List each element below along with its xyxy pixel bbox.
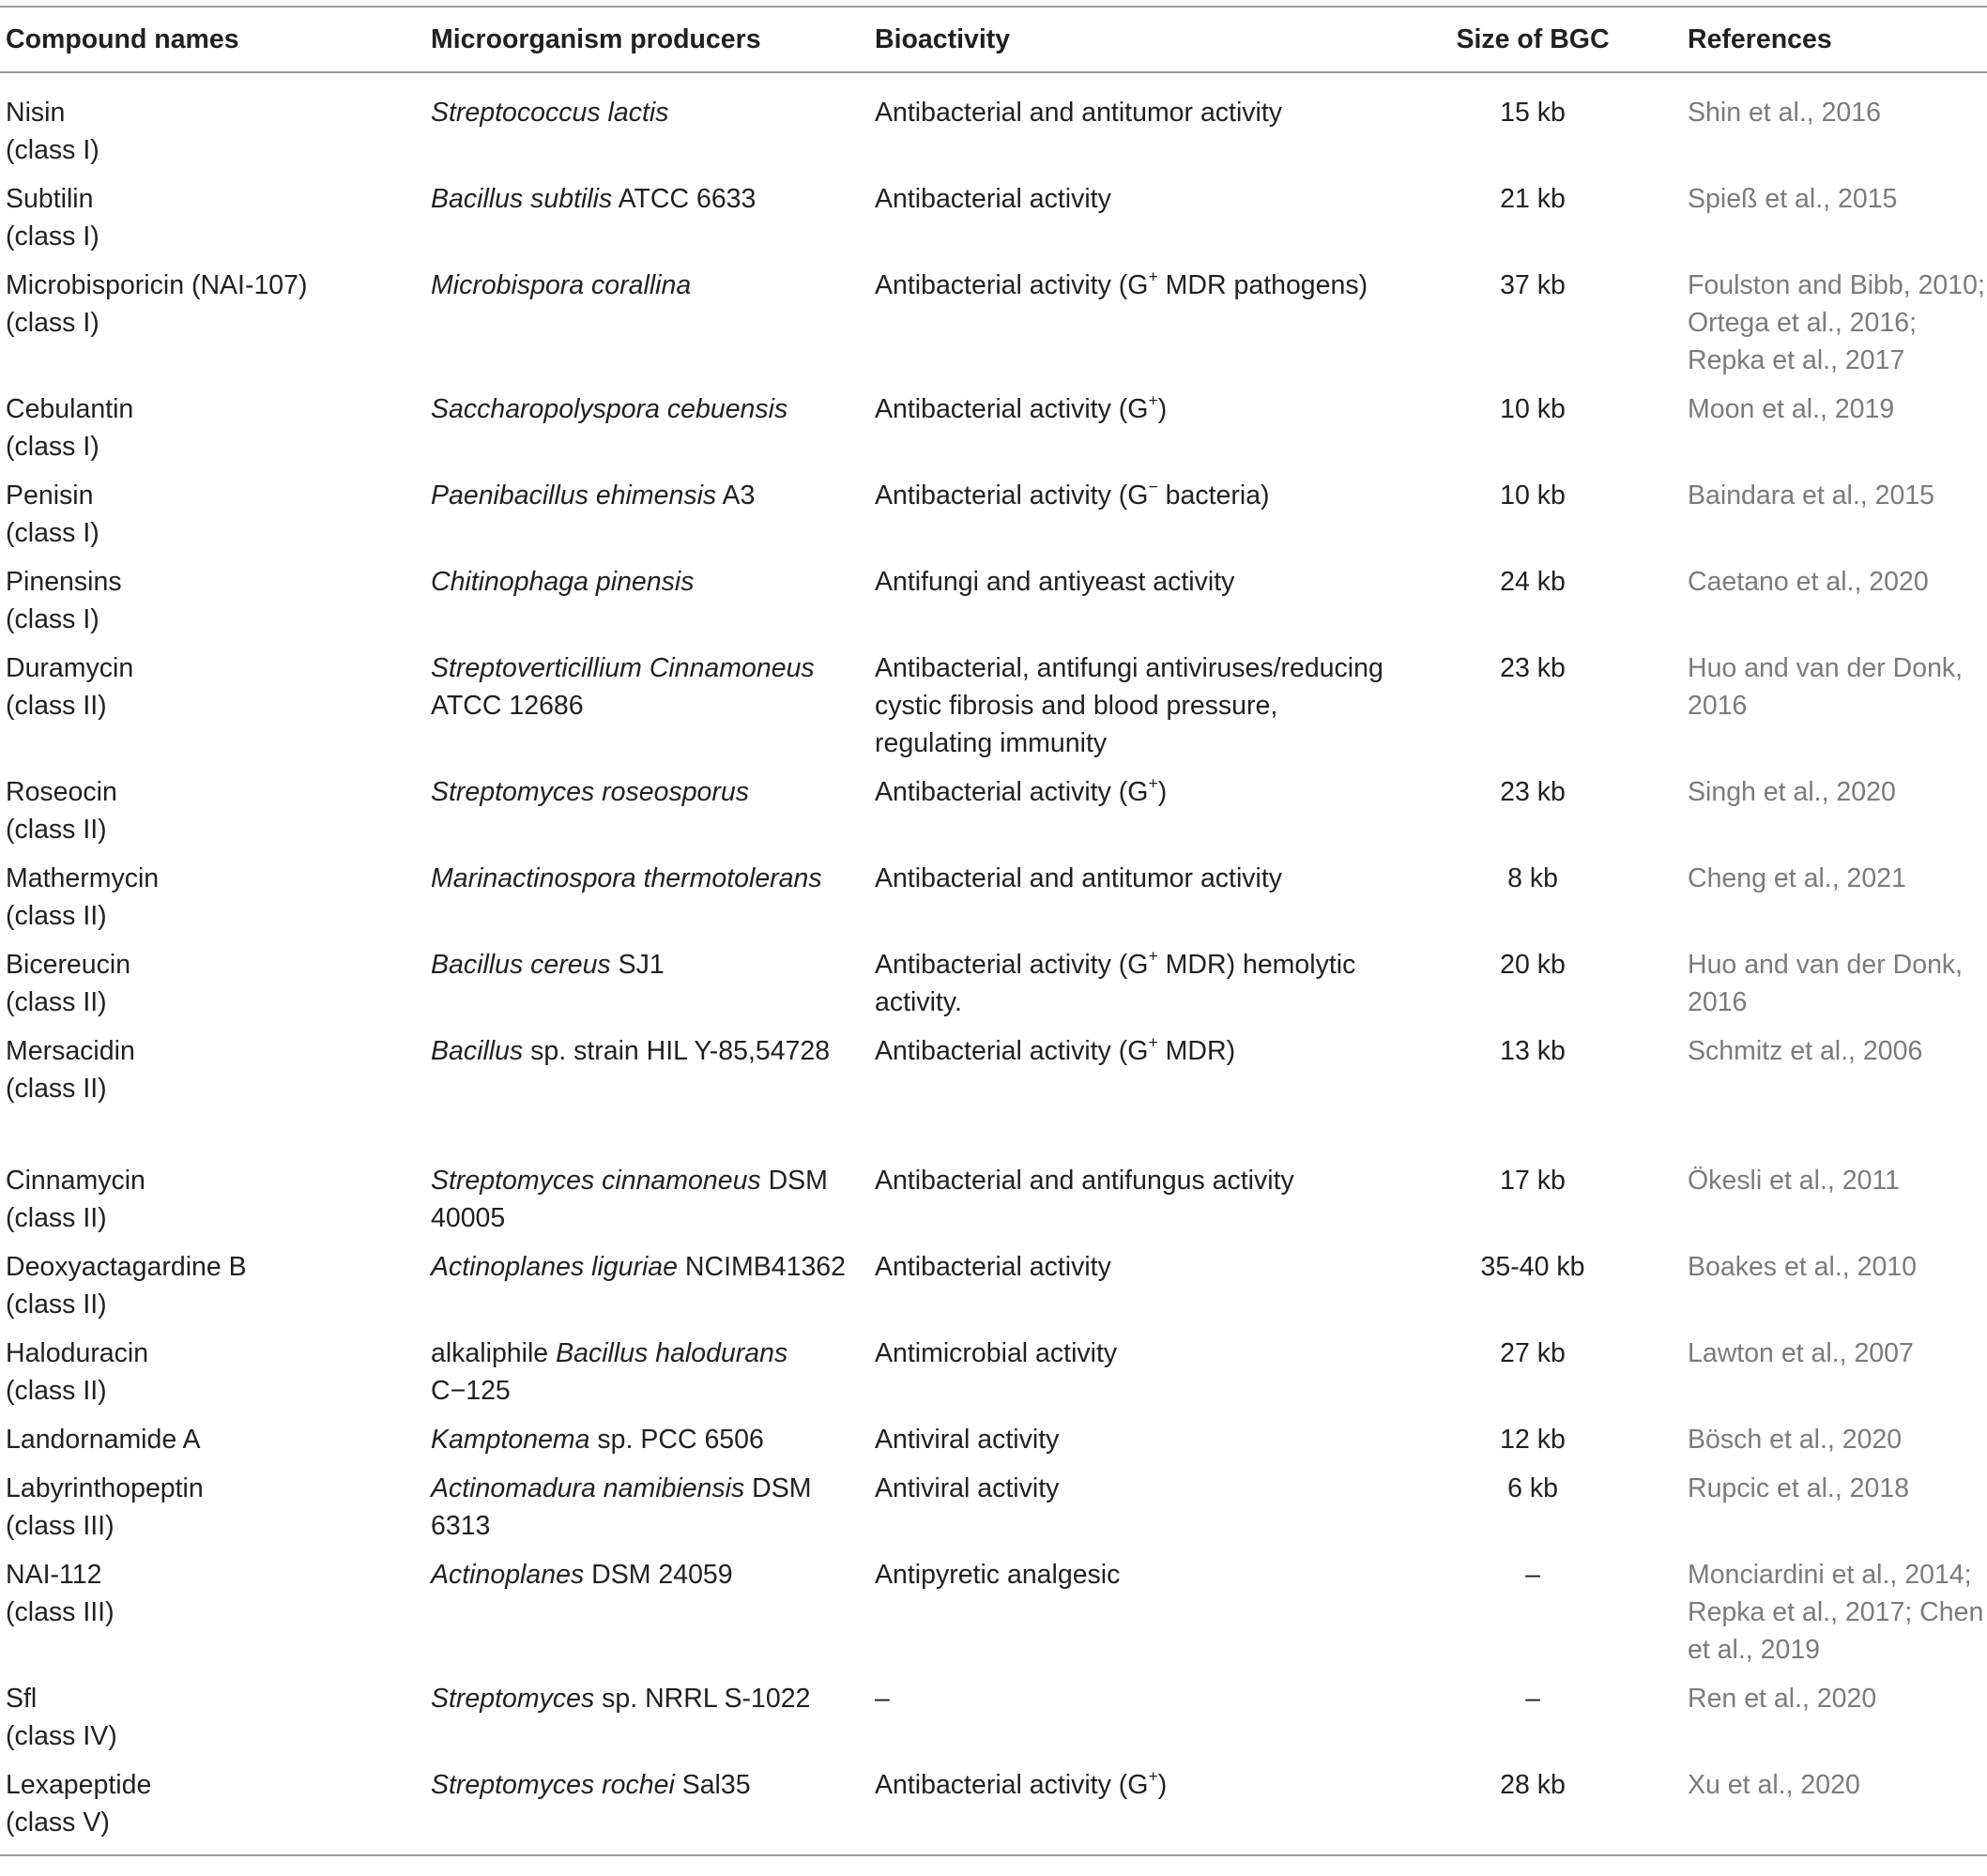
compound-name: Subtilin	[6, 184, 94, 214]
reference-cell: Caetano et al., 2020	[1688, 567, 1929, 597]
compound-name: Mersacidin	[6, 1036, 135, 1066]
producer-cell	[425, 940, 869, 1027]
compound-class: (class I)	[6, 432, 99, 462]
bioactivity-cell	[869, 1550, 1383, 1674]
bioactivity-cell	[869, 261, 1383, 385]
bioactivity-cell	[869, 854, 1383, 940]
producer-species: Microbispora corallina	[431, 270, 692, 300]
table-row	[0, 1027, 1987, 1156]
producer-cell	[425, 557, 869, 644]
producer-species: Kamptonema	[431, 1425, 590, 1455]
bioactivity-cell	[869, 557, 1383, 644]
header-size: Size of BGC	[1383, 7, 1682, 72]
bioactivity-text-rest: MDR pathogens)	[1157, 270, 1368, 300]
producer-strain: DSM 24059	[584, 1560, 733, 1590]
producer-cell	[425, 471, 869, 557]
table-row	[0, 1415, 1987, 1464]
compound-name: Lexapeptide	[6, 1770, 152, 1800]
compound-cell	[0, 72, 425, 175]
bioactivity-text-rest: MDR)	[1157, 1036, 1236, 1066]
bioactivity-cell	[869, 385, 1383, 471]
bgc-size-cell: 17 kb	[1500, 1166, 1566, 1196]
producer-species: Marinactinospora thermotolerans	[431, 863, 822, 893]
producer-strain: NCIMB41362	[678, 1252, 847, 1282]
bioactivity-text: Antibacterial activity (G	[875, 480, 1149, 511]
bgc-size-cell: 10 kb	[1500, 480, 1566, 511]
bioactivity-text: Antiviral activity	[875, 1425, 1060, 1455]
compound-class: (class II)	[6, 815, 107, 845]
bioactivity-text-rest: )	[1157, 777, 1168, 807]
bgc-size-cell: 35-40 kb	[1480, 1252, 1585, 1282]
producer-species: Bacillus subtilis	[431, 184, 613, 214]
bgc-size-cell: 24 kb	[1500, 567, 1566, 597]
compound-cell	[0, 1550, 425, 1674]
bioactivity-text-rest: )	[1157, 1770, 1168, 1800]
bioactivity-text: Antifungi and antiyeast activity	[875, 567, 1235, 597]
gram-sign: +	[1148, 1766, 1158, 1786]
compound-name: Duramycin	[6, 653, 134, 683]
gram-sign: −	[1148, 477, 1158, 496]
reference-cell: Lawton et al., 2007	[1688, 1338, 1914, 1368]
compound-cell	[0, 385, 425, 471]
compound-name: Roseocin	[6, 777, 117, 807]
bioactivity-text-rest: MDR) hemolytic activity.	[875, 950, 1356, 1017]
reference-cell: Monciardini et al., 2014; Repka et al., 2017; Chen et al., 2019	[1688, 1560, 1984, 1665]
reference-cell: Singh et al., 2020	[1688, 777, 1896, 807]
gram-sign: +	[1148, 1032, 1158, 1052]
compound-cell	[0, 854, 425, 940]
compound-name: Landornamide A	[6, 1425, 201, 1455]
compound-class: (class II)	[6, 987, 107, 1017]
table-row	[0, 557, 1987, 644]
producer-cell	[425, 1550, 869, 1674]
reference-cell: Spieß et al., 2015	[1688, 184, 1898, 214]
compound-name: Pinensins	[6, 567, 122, 597]
compound-class: (class II)	[6, 691, 107, 721]
bioactivity-text: Antibacterial, antifungi antiviruses/reducing cystic fibrosis and blood pressure, regulating immunity	[875, 653, 1383, 758]
compound-cell	[0, 1464, 425, 1550]
producer-species: Streptomyces	[431, 1684, 595, 1714]
compound-cell	[0, 1243, 425, 1329]
bgc-size-cell: –	[1525, 1560, 1540, 1590]
gram-sign: +	[1148, 390, 1158, 410]
bioactivity-text: –	[875, 1684, 890, 1714]
bioactivity-text-rest: bacteria)	[1157, 480, 1270, 511]
compound-name: Microbisporicin (NAI-107)	[6, 270, 308, 300]
producer-cell	[425, 854, 869, 940]
bgc-size-cell: 21 kb	[1500, 184, 1566, 214]
bgc-size-cell: 23 kb	[1500, 777, 1566, 807]
compound-class: (class I)	[6, 518, 99, 548]
compound-name: Labyrinthopeptin	[6, 1473, 204, 1503]
table-row	[0, 385, 1987, 471]
reference-cell: Baindara et al., 2015	[1688, 480, 1935, 511]
header-row	[0, 7, 1987, 72]
producer-cell	[425, 768, 869, 854]
producer-cell	[425, 175, 869, 261]
compound-cell	[0, 1027, 425, 1156]
table-row	[0, 768, 1987, 854]
compound-cell	[0, 175, 425, 261]
bioactivity-cell	[869, 1329, 1383, 1415]
producer-strain: sp. strain HIL Y-85,54728	[523, 1036, 831, 1066]
producer-species: Chitinophaga pinensis	[431, 567, 695, 597]
bgc-size-cell: 20 kb	[1500, 950, 1566, 980]
compound-cell	[0, 1415, 425, 1464]
bioactivity-text: Antimicrobial activity	[875, 1338, 1118, 1368]
bgc-size-cell: 6 kb	[1507, 1473, 1558, 1503]
bioactivity-cell	[869, 644, 1383, 768]
bioactivity-cell	[869, 175, 1383, 261]
table-body	[0, 72, 1987, 1855]
bioactivity-cell	[869, 768, 1383, 854]
producer-species: Streptococcus lactis	[431, 98, 669, 128]
compound-cell	[0, 1329, 425, 1415]
producer-cell	[425, 1243, 869, 1329]
bioactivity-text: Antibacterial activity (G	[875, 394, 1149, 424]
reference-cell: Xu et al., 2020	[1682, 1761, 1987, 1855]
compound-class: (class I)	[6, 308, 99, 338]
producer-species: Streptomyces roseosporus	[431, 777, 749, 807]
bioactivity-cell	[869, 1243, 1383, 1329]
bioactivity-cell	[869, 940, 1383, 1027]
bioactivity-cell	[869, 471, 1383, 557]
producer-species: Bacillus	[431, 1036, 524, 1066]
bioactivity-text: Antibacterial activity (G	[875, 270, 1149, 300]
compound-cell	[0, 768, 425, 854]
table-row	[0, 940, 1987, 1027]
reference-cell: Ren et al., 2020	[1688, 1684, 1877, 1714]
reference-cell: Bösch et al., 2020	[1688, 1425, 1903, 1455]
compound-class: (class II)	[6, 901, 107, 931]
table-row	[0, 854, 1987, 940]
producer-cell	[425, 385, 869, 471]
bgc-size-cell: 37 kb	[1500, 270, 1566, 300]
reference-cell: Huo and van der Donk, 2016	[1688, 950, 1964, 1017]
producer-species: Streptoverticillium Cinnamoneus	[431, 653, 815, 683]
bioactivity-cell	[869, 72, 1383, 175]
producer-cell	[425, 1027, 869, 1156]
compound-cell	[0, 261, 425, 385]
producer-cell	[425, 644, 869, 768]
bioactivity-text: Antibacterial activity (G	[875, 1036, 1149, 1066]
bioactivity-text: Antibacterial activity (G	[875, 950, 1149, 980]
bioactivity-text: Antibacterial and antitumor activity	[875, 863, 1283, 893]
bioactivity-cell	[869, 1415, 1383, 1464]
producer-strain: sp. PCC 6506	[589, 1425, 764, 1455]
producer-species: Actinoplanes liguriae	[431, 1252, 678, 1282]
bioactivity-text-rest: )	[1157, 394, 1168, 424]
producer-strain: ATCC 12686	[431, 691, 584, 721]
compound-cell	[0, 1156, 425, 1243]
compound-name: NAI-112	[6, 1560, 102, 1590]
producer-species: Actinoplanes	[431, 1560, 585, 1590]
table-row	[0, 644, 1987, 768]
table-row	[0, 72, 1987, 175]
producer-cell	[425, 1415, 869, 1464]
compound-name: Cebulantin	[6, 394, 134, 424]
reference-cell: Rupcic et al., 2018	[1688, 1473, 1910, 1503]
reference-cell: Huo and van der Donk, 2016	[1688, 653, 1964, 721]
producer-strain: ATCC 6633	[612, 184, 757, 214]
lantibiotics-table	[0, 6, 1987, 1856]
bioactivity-text: Antibacterial and antifungus activity	[875, 1166, 1294, 1196]
bioactivity-cell	[869, 1761, 1383, 1855]
bgc-size-cell: 10 kb	[1500, 394, 1566, 424]
producer-species: Saccharopolyspora cebuensis	[431, 394, 788, 424]
producer-cell	[425, 1761, 869, 1855]
producer-prefix: alkaliphile	[431, 1338, 557, 1368]
table-header	[0, 7, 1987, 72]
table-row	[0, 1156, 1987, 1243]
producer-cell	[425, 1329, 869, 1415]
compound-class: (class II)	[6, 1074, 107, 1104]
bioactivity-text: Antipyretic analgesic	[875, 1560, 1121, 1590]
header-producer: Microorganism producers	[425, 7, 869, 72]
bioactivity-cell	[869, 1464, 1383, 1550]
bioactivity-cell	[869, 1674, 1383, 1761]
compound-class: (class II)	[6, 1376, 107, 1406]
producer-species: Actinomadura namibiensis	[431, 1473, 745, 1503]
table-row	[0, 471, 1987, 557]
compound-name: Nisin	[6, 98, 66, 128]
table-row	[0, 1761, 1987, 1855]
table-row	[0, 261, 1987, 385]
bioactivity-text: Antibacterial activity	[875, 1252, 1111, 1282]
producer-species: Paenibacillus ehimensis	[431, 480, 717, 511]
table-row	[0, 1464, 1987, 1550]
compound-class: (class V)	[6, 1807, 110, 1838]
producer-strain: DSM 6313	[431, 1473, 812, 1541]
bgc-size-cell: 13 kb	[1500, 1036, 1566, 1066]
bgc-size-cell: 12 kb	[1500, 1425, 1566, 1455]
producer-cell	[425, 261, 869, 385]
compound-cell	[0, 1674, 425, 1761]
reference-cell: Schmitz et al., 2006	[1688, 1036, 1923, 1066]
table-row	[0, 175, 1987, 261]
producer-species: Bacillus cereus	[431, 950, 611, 980]
compound-class: (class III)	[6, 1511, 115, 1541]
producer-strain: DSM 40005	[431, 1166, 828, 1233]
reference-cell: Moon et al., 2019	[1688, 394, 1895, 424]
table-row	[0, 1329, 1987, 1415]
bioactivity-text: Antibacterial activity (G	[875, 777, 1149, 807]
producer-cell	[425, 1464, 869, 1550]
compound-cell	[0, 644, 425, 768]
producer-cell	[425, 1156, 869, 1243]
producer-species: Streptomyces cinnamoneus	[431, 1166, 761, 1196]
compound-cell	[0, 940, 425, 1027]
bgc-size-cell: 23 kb	[1500, 653, 1566, 683]
bgc-size-cell: 15 kb	[1500, 98, 1566, 128]
reference-cell: Foulston and Bibb, 2010; Ortega et al., 2016; Repka et al., 2017	[1688, 270, 1985, 375]
compound-name: Bicereucin	[6, 950, 131, 980]
compound-name: Cinnamycin	[6, 1166, 145, 1196]
producer-strain: sp. NRRL S-1022	[594, 1684, 811, 1714]
compound-name: Penisin	[6, 480, 94, 511]
compound-class: (class I)	[6, 135, 99, 165]
compound-name: Sfl	[6, 1684, 38, 1714]
gram-sign: +	[1148, 946, 1158, 966]
gram-sign: +	[1148, 267, 1158, 286]
bioactivity-cell	[869, 1027, 1383, 1156]
producer-species: Streptomyces rochei	[431, 1770, 675, 1800]
compound-name: Deoxyactagardine B	[6, 1252, 247, 1282]
producer-cell	[425, 72, 869, 175]
compound-class: (class III)	[6, 1597, 115, 1627]
gram-sign: +	[1148, 773, 1158, 793]
compound-class: (class I)	[6, 221, 99, 252]
producer-species: Bacillus halodurans	[556, 1338, 788, 1368]
compound-class: (class II)	[6, 1289, 107, 1319]
reference-cell: Shin et al., 2016	[1688, 98, 1881, 128]
bioactivity-cell	[869, 1156, 1383, 1243]
compound-class: (class II)	[6, 1203, 107, 1233]
bioactivity-text: Antibacterial activity (G	[875, 1770, 1149, 1800]
compound-name: Mathermycin	[6, 863, 160, 893]
compound-name: Haloduracin	[6, 1338, 149, 1368]
table-row	[0, 1674, 1987, 1761]
bioactivity-text: Antibacterial and antitumor activity	[875, 98, 1283, 128]
reference-cell: Cheng et al., 2021	[1688, 863, 1906, 893]
header-compound: Compound names	[0, 7, 425, 72]
producer-strain: A3	[716, 480, 756, 511]
bgc-size-cell: 28 kb	[1383, 1761, 1682, 1855]
bioactivity-text: Antiviral activity	[875, 1473, 1060, 1503]
bgc-size-cell: 8 kb	[1507, 863, 1558, 893]
header-bioactivity: Bioactivity	[869, 7, 1383, 72]
compound-cell	[0, 557, 425, 644]
table-row	[0, 1243, 1987, 1329]
producer-cell	[425, 1674, 869, 1761]
reference-cell: Boakes et al., 2010	[1688, 1252, 1918, 1282]
compound-cell	[0, 471, 425, 557]
reference-cell: Ökesli et al., 2011	[1688, 1166, 1901, 1196]
bioactivity-text: Antibacterial activity	[875, 184, 1111, 214]
compound-cell	[0, 1761, 425, 1855]
producer-strain: SJ1	[610, 950, 665, 980]
compound-class: (class IV)	[6, 1721, 117, 1751]
producer-strain: Sal35	[674, 1770, 751, 1800]
bgc-size-cell: –	[1525, 1684, 1540, 1714]
compound-class: (class I)	[6, 604, 99, 634]
producer-strain: C−125	[431, 1376, 511, 1406]
bgc-size-cell: 27 kb	[1500, 1338, 1566, 1368]
table-row	[0, 1550, 1987, 1674]
header-references: References	[1682, 7, 1987, 72]
